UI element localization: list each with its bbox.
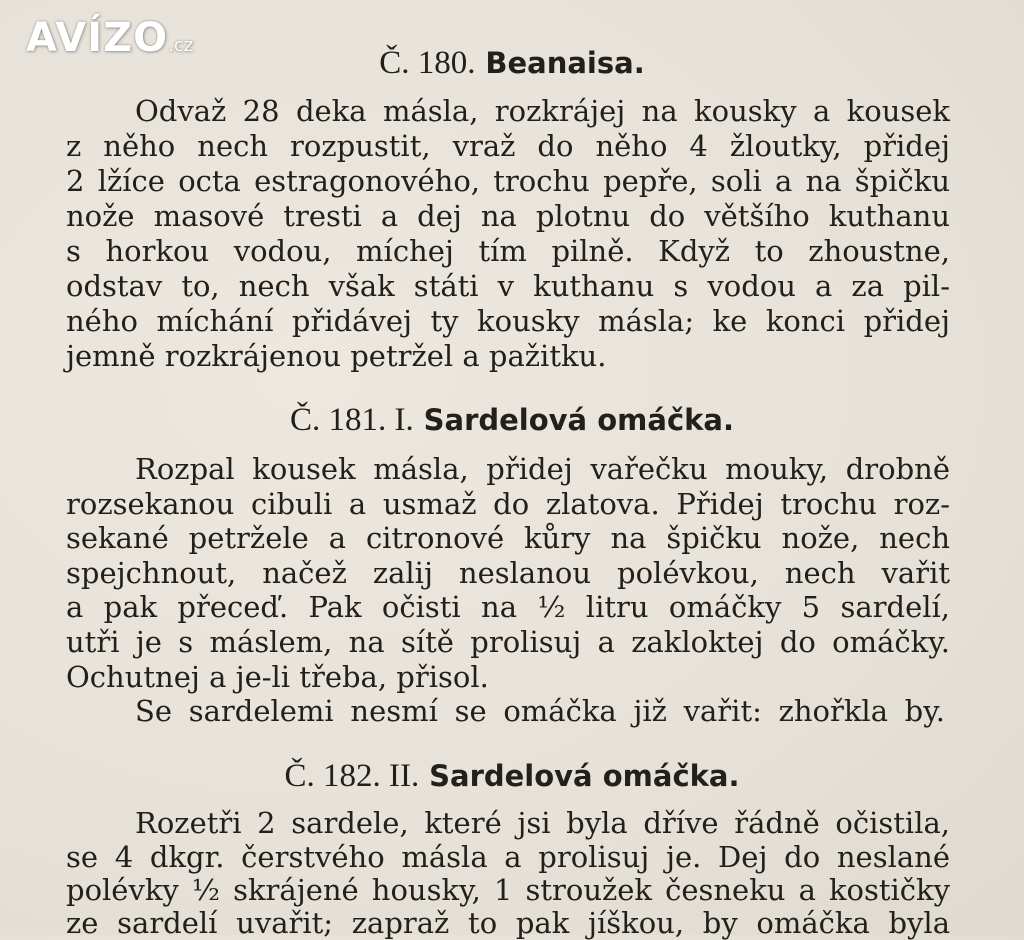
text-line: polévky ½ skrájené housky, 1 stroužek česneku a kostičky [66,873,950,907]
text-line: ze sardelí uvařit; zapraž to pak jíškou, by omáčka byla [66,906,950,940]
text-line: Rozpal kousek másla, přidej vařečku mouky, drobně [135,452,950,486]
recipe-number: Č. 182. II. [284,758,420,794]
text-line: 2 lžíce octa estragonového, trochu pepře, soli a na špičku [66,164,950,198]
text-line: a pak přeceď. Pak očisti na ½ litru omáčky 5 sardelí, [66,590,950,624]
text-line: odstav to, nech však státi v kuthanu s vodou a za pil- [66,269,950,303]
recipe-title: Beanaisa. [485,46,645,80]
recipe-181-heading [0,402,1024,438]
text-line: Ochutnej a je-li třeba, přisol. [66,660,489,694]
avizo-watermark-logo: AVÍZO.cz [26,15,194,61]
text-line: Odvaž 28 deka másla, rozkrájej na kousky a kousek [135,94,950,128]
recipe-number: Č. 181. I. [290,402,414,438]
recipe-180-heading [0,45,1024,81]
recipe-title: Sardelová omáčka. [423,403,734,437]
text-line: s horkou vodou, míchej tím pilně. Když to zhoustne, [66,234,950,268]
text-line: nože masové tresti a dej na plotnu do většího kuthanu [66,199,950,233]
recipe-title: Sardelová omáčka. [429,759,740,793]
text-line: Rozetři 2 sardele, které jsi byla dříve řádně očistila, [135,806,950,840]
text-line: ného míchání přidávej ty kousky másla; ke konci přidej [66,304,950,338]
text-line: se 4 dkgr. čerstvého másla a prolisuj je. Dej do neslané [66,840,950,874]
text-line: z něho nech rozpustit, vraž do něho 4 žloutky, přidej [66,129,950,163]
text-line: utři je s máslem, na sítě prolisuj a zakloktej do omáčky. [66,625,950,659]
text-line: jemně rozkrájenou petržel a pažitku. [66,339,607,373]
recipe-number: Č. 180. [379,45,476,81]
text-line: sekané petržele a citronové kůry na špičku nože, nech [66,521,950,555]
text-line: rozsekanou cibuli a usmaž do zlatova. Přidej trochu roz- [66,487,950,521]
recipe-182-heading [0,758,1024,794]
text-line: spejchnout, načež zalij neslanou polévkou, nech vařit [66,556,950,590]
text-line: Se sardelemi nesmí se omáčka již vařit: zhořkla by. [135,694,945,728]
